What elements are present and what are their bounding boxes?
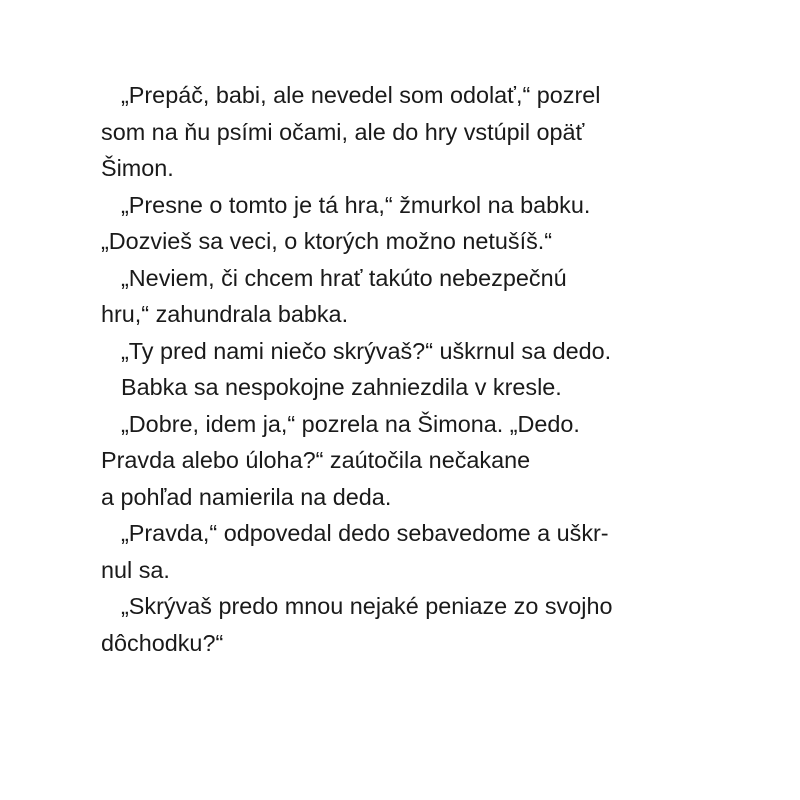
text-line: „Pravda,“ odpovedal dedo sebavedome a uškr- bbox=[121, 520, 609, 546]
text-line: hru,“ zahundrala babka. bbox=[101, 301, 349, 327]
text-line: dôchodku?“ bbox=[101, 629, 224, 656]
text-line: „Dobre, idem ja,“ pozrela na Šimona. „Dedo. bbox=[121, 410, 580, 437]
text-line: Babka sa nespokojne zahniezdila v kresle. bbox=[121, 374, 562, 400]
text-line: „Ty pred nami niečo skrývaš?“ uškrnul sa dedo. bbox=[121, 337, 612, 364]
text-line: Šimon. bbox=[101, 155, 174, 181]
text-line: „Prepáč, babi, ale nevedel som odolať,“ pozrel bbox=[121, 82, 601, 108]
text-line: „Neviem, či chcem hrať takúto nebezpečnú bbox=[121, 264, 567, 291]
text-line: som na ňu psími očami, ale do hry vstúpil opäť bbox=[101, 118, 585, 145]
text-line: Pravda alebo úloha?“ zaútočila nečakane bbox=[101, 447, 531, 473]
body-text bbox=[101, 77, 701, 661]
text-line: „Presne o tomto je tá hra,“ žmurkol na babku. bbox=[121, 191, 591, 218]
text-line: „Dozvieš sa veci, o ktorých možno netušíš.“ bbox=[101, 228, 553, 254]
text-line: „Skrývaš predo mnou nejaké peniaze zo svojho bbox=[121, 593, 613, 619]
text-line: nul sa. bbox=[101, 556, 170, 583]
text-line: a pohľad namierila na deda. bbox=[101, 483, 392, 510]
